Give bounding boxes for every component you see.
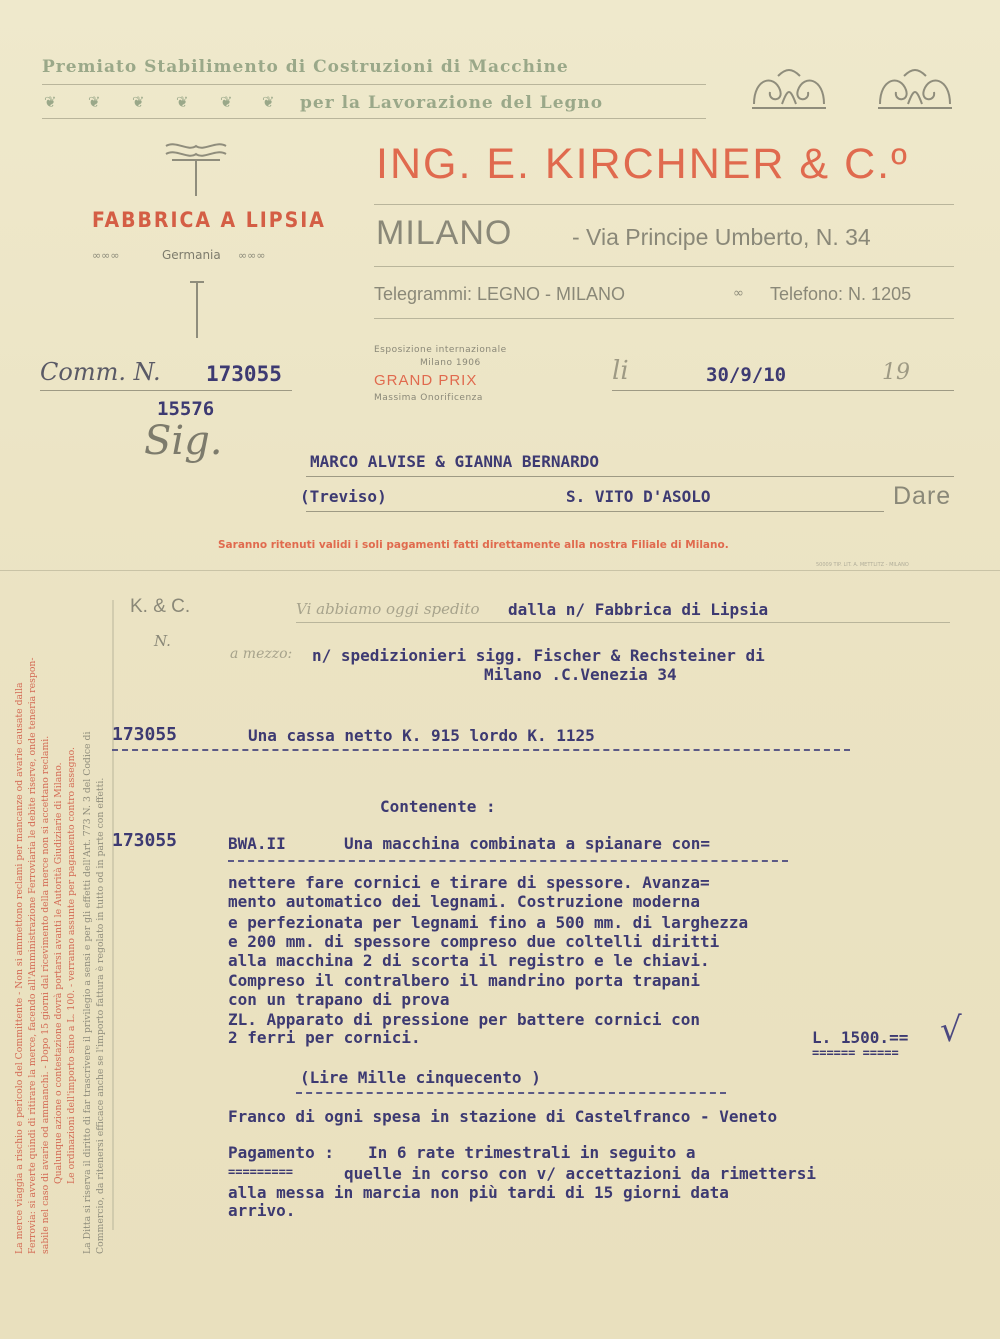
comm-number: 173055 xyxy=(206,362,282,386)
recipient-province: (Treviso) xyxy=(300,487,387,506)
leaf-ornament-icon: ❦ xyxy=(88,93,101,111)
comm-label: Comm. N. xyxy=(40,358,161,386)
factory-ornament-icon xyxy=(162,140,230,200)
expo-year: Milano 1906 xyxy=(420,358,481,368)
description-line: e 200 mm. di spessore compreso due coltelli diritti xyxy=(228,932,720,951)
reference-number: 15576 xyxy=(157,398,215,420)
leaf-ornament-icon: ❦ xyxy=(132,93,145,111)
payment-line: In 6 rate trimestrali in seguito a xyxy=(368,1143,696,1162)
leaf-ornament-icon: ❦ xyxy=(262,93,275,111)
leaf-ornament-icon: ❦ xyxy=(176,93,189,111)
tagline-rule xyxy=(42,84,706,85)
case-code: 173055 xyxy=(112,724,178,745)
street-address: - Via Principe Umberto, N. 34 xyxy=(572,224,871,250)
payment-line: alla messa in marcia non più tardi di 15 giorni data xyxy=(228,1183,729,1202)
carrier-line1: n/ spedizionieri sigg. Fischer & Rechsteiner di xyxy=(312,646,765,665)
description-line: con un trapano di prova xyxy=(228,990,450,1009)
recipient-town: S. VITO D'ASOLO xyxy=(566,487,711,506)
printer-mark: 50009 TIP. LIT. A. METTLITZ - MILANO xyxy=(816,562,909,568)
description-line: 2 ferri per cornici. xyxy=(228,1028,421,1047)
leaf-ornament-icon: ❦ xyxy=(44,93,57,111)
phone-rule xyxy=(374,318,954,319)
company-name: ING. E. KIRCHNER & C.º xyxy=(376,140,909,188)
tagline-rule-bottom xyxy=(42,118,706,119)
recipient-rule xyxy=(306,476,954,477)
expo-title: Esposizione internazionale xyxy=(374,345,507,355)
margin-ruler xyxy=(108,600,118,1230)
factory-country: Germania xyxy=(162,248,221,262)
description-line: nettere fare cornici e tirare di spessore. Avanza= xyxy=(228,873,710,892)
words-dash-line xyxy=(296,1092,726,1094)
amount-in-words: (Lire Mille cinquecento ) xyxy=(300,1068,541,1087)
address-rule xyxy=(374,266,954,267)
description-line: Compreso il contralbero il mandrino porta trapani xyxy=(228,971,701,990)
case-dash-line xyxy=(112,749,850,751)
payment-line: quelle in corso con v/ accettazioni da rimettersi xyxy=(344,1164,817,1183)
payment-label: Pagamento : xyxy=(228,1143,334,1162)
tagline-line2: per la Lavorazione del Legno xyxy=(300,93,604,113)
carrier-line2: Milano .C.Venezia 34 xyxy=(484,665,677,684)
description-line: alla macchina 2 di scorta il registro e le chiavi. xyxy=(228,951,710,970)
side-note-line: sabile nel caso di avarie od ammanchi. - Dopo 15 giorni dal ricevimento della merce non si accettano reclami. xyxy=(40,735,51,1254)
phone-number: Telefono: N. 1205 xyxy=(770,284,912,304)
machine-model: BWA.II xyxy=(228,834,286,853)
tagline-line1: Premiato Stabilimento di Costruzioni di Macchine xyxy=(42,57,569,77)
chain-ornament-icon: ∞ xyxy=(733,286,744,301)
side-note-line: Ferrovia: si avverte quindi di ritirare la merce, facendo all'Amministrazione Ferroviaria le debite riserve, onde teneria respon- xyxy=(27,657,38,1254)
kc-label: K. & C. xyxy=(130,596,191,617)
city-name: MILANO xyxy=(376,214,513,252)
machine-dash-line xyxy=(228,860,788,862)
stem-ornament-icon xyxy=(190,270,204,340)
price-underline: ====== ===== xyxy=(812,1046,899,1060)
n-label: N. xyxy=(154,632,171,650)
machine-code: 173055 xyxy=(112,830,178,851)
payment-notice: Saranno ritenuti validi i soli pagamenti fatti direttamente alla nostra Filiale di Milano. xyxy=(218,539,729,551)
chain-ornament-icon: ∞∞∞ xyxy=(238,249,266,262)
section-divider xyxy=(0,570,1000,571)
case-description: Una cassa netto K. 915 lordo K. 1125 xyxy=(248,726,595,745)
expo-honor: Massima Onorificenza xyxy=(374,393,483,403)
date-rule xyxy=(612,390,954,391)
sig-label: Sig. xyxy=(144,418,223,464)
invoice-date: 30/9/10 xyxy=(706,364,787,386)
company-rule xyxy=(374,204,954,205)
check-mark: √ xyxy=(940,1010,962,1050)
recipient-name: MARCO ALVISE & GIANNA BERNARDO xyxy=(310,452,599,471)
side-note-line: La Ditta si riserva il diritto di far trascrivere il privilegio a sensi e per gli effetti dell'Art. 773 N. 3 del Codice di xyxy=(82,731,93,1254)
factory-name: FABBRICA A LIPSIA xyxy=(92,208,326,232)
side-note-line: Le ordinazioni dell'importo sino a L. 100. - verranno assunte per pagamento contro assegno. xyxy=(66,747,77,1184)
sent-prefix: Vi abbiamo oggi spedito xyxy=(296,600,480,618)
delivery-terms: Franco di ogni spesa in stazione di Castelfranco - Veneto xyxy=(228,1107,778,1126)
payment-line: arrivo. xyxy=(228,1201,296,1220)
date-prefix: li xyxy=(612,356,629,386)
town-rule xyxy=(306,511,884,512)
leaf-ornament-icon: ❦ xyxy=(220,93,233,111)
dare-label: Dare xyxy=(893,482,952,510)
side-note-line: La merce viaggia a rischio e pericolo del Committente - Non si ammettono reclami per mancanze od avarie causate dalla xyxy=(14,682,25,1254)
payment-underline: ========= xyxy=(228,1165,294,1179)
description-line: ZL. Apparato di pressione per battere cornici con xyxy=(228,1010,701,1029)
contents-label: Contenente : xyxy=(380,797,496,816)
sent-rule xyxy=(296,622,950,623)
year-suffix: 19 xyxy=(882,360,910,385)
expo-award: GRAND PRIX xyxy=(374,372,478,389)
side-note-line: Qualunque azione o contestazione dovrà portarsi avanti le Autorità Giudiziarie di Milano. xyxy=(53,762,64,1184)
description-line: e perfezionata per legnami fino a 500 mm. di larghezza xyxy=(228,913,749,932)
side-note-line: Commercio, da ritenersi efficace anche se l'importo fattura è regolato in tutto od in parte con effetti. xyxy=(95,777,106,1254)
description-line: mento automatico dei legnami. Costruzione moderna xyxy=(228,892,701,911)
sent-text: dalla n/ Fabbrica di Lipsia xyxy=(508,600,769,619)
price-amount: L. 1500.== xyxy=(812,1028,909,1047)
machine-title: Una macchina combinata a spianare con= xyxy=(344,834,711,853)
art-nouveau-ornament-icon xyxy=(748,68,830,112)
art-nouveau-ornament-icon xyxy=(874,68,956,112)
via-prefix: a mezzo: xyxy=(230,646,293,662)
comm-rule xyxy=(40,390,292,391)
chain-ornament-icon: ∞∞∞ xyxy=(92,249,120,262)
telegram-address: Telegrammi: LEGNO - MILANO xyxy=(374,284,626,304)
